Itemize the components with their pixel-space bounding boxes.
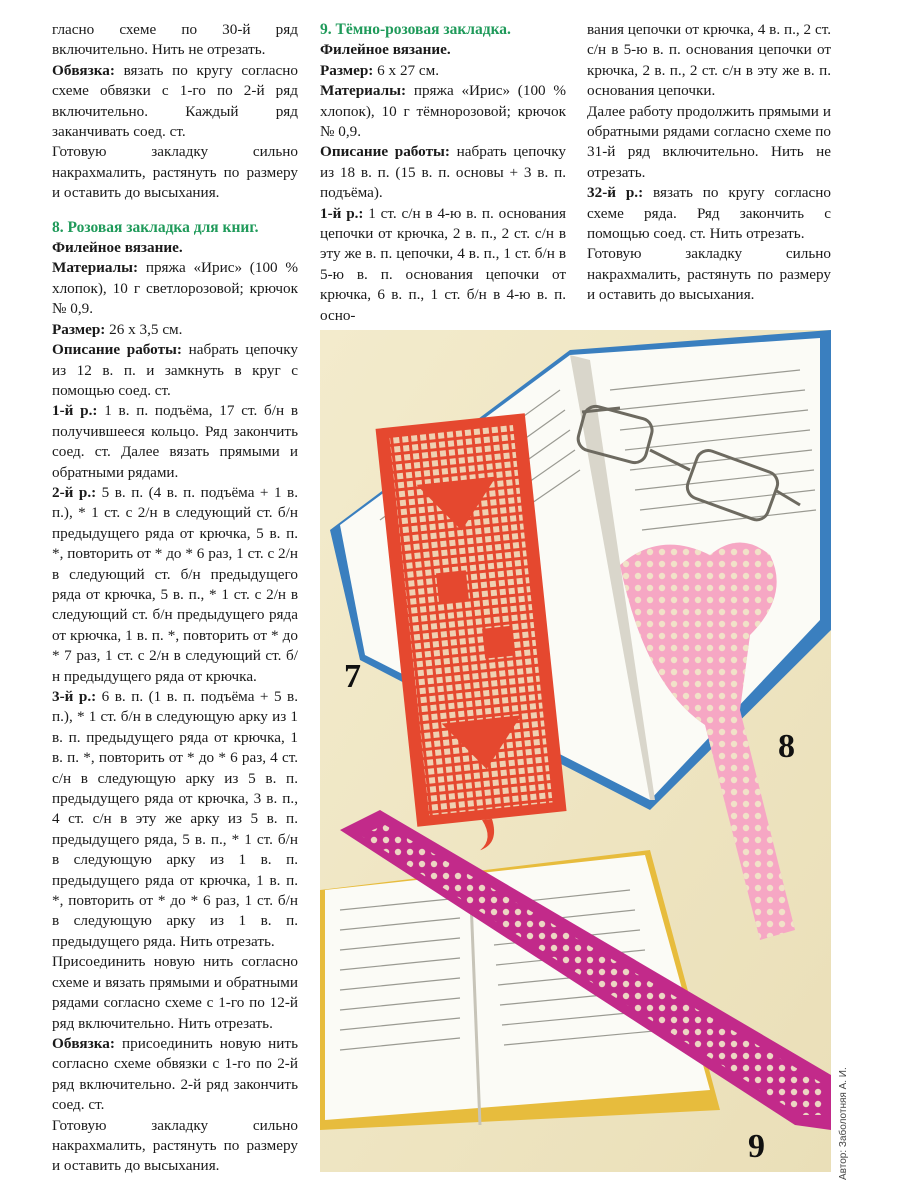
description <box>320 142 566 203</box>
paragraph: Присоединить новую нить согласно схеме и вязать прямыми и обратными рядами согласно схеме с 1-го по 12-й ряд включительно. Нить отрезать. <box>52 953 298 1032</box>
text: 6 х 27 см. <box>373 61 440 79</box>
label-7: 7 <box>344 658 361 695</box>
text: набрать цепочку из 18 в. п. (15 в. п. основы + 3 в. п. подъёма). <box>320 143 566 202</box>
paragraph: Готовую закладку сильно накрахмалить, растянуть по размеру и оставить до высыхания. <box>587 245 831 304</box>
label: Описание работы: <box>320 143 450 161</box>
label: Описание работы: <box>52 341 182 359</box>
section-title-9: 9. Тёмно-розовая закладка. <box>320 21 511 38</box>
text: набрать цепочку из 12 в. п. и замкнуть в круг с помощью соед. ст. <box>52 341 298 399</box>
text: присоединить новую нить согласно схеме обвязки с 1-го по 2-й ряд включительно. 2-й ряд закончить соед. ст. <box>52 1034 298 1114</box>
text: пряжа «Ирис» (100 % хлопок), 10 г тёмнорозовой; крючок № 0,9. <box>320 82 566 141</box>
paragraph: Готовую закладку сильно накрахмалить, растянуть по размеру и оставить до высыхания. <box>52 143 298 202</box>
label-9: 9 <box>748 1128 765 1165</box>
edging <box>52 1034 298 1116</box>
text: пряжа «Ирис» (100 % хлопок), 10 г светлорозовой; крючок № 0,9. <box>52 259 298 318</box>
text: вязать по кругу согласно схеме обвязки с 1-го по 2-й ряд включительно. Каждый ряд заканчивать соед. ст. <box>52 61 298 141</box>
label: Материалы: <box>320 82 407 100</box>
section-title-8: 8. Розовая закладка для книг. <box>52 218 259 236</box>
label: Размер: <box>52 320 106 338</box>
paragraph: Готовую закладку сильно накрахмалить, растянуть по размеру и оставить до высыхания. <box>52 1116 298 1175</box>
label-8: 8 <box>778 728 795 765</box>
size <box>320 61 566 81</box>
description <box>52 340 298 401</box>
subtitle-text: Филейное вязание. <box>320 41 451 59</box>
label: Обвязка: <box>52 61 115 79</box>
row-2 <box>52 483 298 687</box>
text-column-left <box>52 20 298 1177</box>
row-1 <box>320 204 566 326</box>
section-subtitle <box>52 238 298 258</box>
label: Материалы: <box>52 259 139 277</box>
materials <box>52 258 298 319</box>
paragraph: вания цепочки от крючка, 4 в. п., 2 ст. с/н в 5-ю в. п. основания цепочки от крючка, 2 в. п., 2 ст. с/н в эту же в. п. основания цепочки. <box>587 21 831 100</box>
text-column-middle <box>320 20 566 326</box>
label: 1-й р.: <box>320 204 364 222</box>
label: Обвязка: <box>52 1034 115 1052</box>
text: 1 в. п. подъёма, 17 ст. б/н в получившееся кольцо. Ряд закончить соед. ст. Далее вязать прямыми и обратными рядами. <box>52 402 298 481</box>
label: 2-й р.: <box>52 483 97 501</box>
label: Размер: <box>320 61 374 79</box>
text: 26 х 3,5 см. <box>105 320 183 338</box>
text: вязать по кругу согласно схеме ряда. Ряд закончить с помощью соед. ст. Нить отрезать. <box>587 184 831 243</box>
label: 32-й р.: <box>587 184 644 202</box>
paragraph <box>52 61 298 143</box>
paragraph: гласно схеме по 30-й ряд включительно. Нить не отрезать. <box>52 21 298 59</box>
text: 5 в. п. (4 в. п. подъёма + 1 в. п.), * 1 ст. с 2/н в следующий ст. б/н предыдущего ряда от крючка, 5 в. п. *, повторить от * до * 6 раз, 1 ст. с 2/н в следующий ст. б/н предыдущего ряда от крючка, 5 в. п., * 1 ст. с 2/н в следующий ст. б/н предыдущего ряда от крючка, 1 в. п. *, повторить от * до * 7 раз, 1 ст. с 2/н в следующий ст. б/н предыдущего ряда от крючка. <box>52 483 298 685</box>
materials <box>320 81 566 142</box>
size <box>52 320 298 340</box>
text: 1 ст. с/н в 4-ю в. п. основания цепочки от крючка, 2 в. п., 2 ст. с/н в эту же в. п. цепочки, 4 в. п., 1 ст. б/н в 5-ю в. п. основания цепочки от крючка, 6 в. п., 1 ст. б/н в 4-ю в. п. осно- <box>320 204 566 324</box>
bookmarks-photo <box>320 330 831 1172</box>
row-32 <box>587 183 831 244</box>
photo-illustration <box>320 330 831 1172</box>
subtitle-text: Филейное вязание. <box>52 239 183 257</box>
label: 3-й р.: <box>52 688 97 705</box>
author-credit: Автор: Заболотняя А. И. <box>838 1067 849 1180</box>
text: 6 в. п. (1 в. п. подъёма + 5 в. п.), * 1 ст. б/н в следующую арку из 1 в. п. предыдущего ряда от крючка, 1 в. п. *, повторить от * до * 6 раз, 4 ст. с/н в следующую арку из 5 в. п. предыдущего ряда от крючка, 3 в. п., 4 ст. с/н в эту же арку из 5 в. п. предыдущего ряда, 5 в. п., * 1 ст. б/н в следующую арку из 1 в. п. предыдущего ряда от крючка, 1 в. п. *, повторить от * до * 6 раз, 1 ст. б/н в следующую арку из 1 в. п. предыдущего ряда. Нить отрезать. <box>52 688 298 950</box>
label: 1-й р.: <box>52 402 98 420</box>
row-1 <box>52 401 298 483</box>
section-subtitle <box>320 40 566 60</box>
text-column-right <box>587 20 831 306</box>
row-3 <box>52 687 298 952</box>
paragraph: Далее работу продолжить прямыми и обратными рядами согласно схеме по 31-й ряд включительно. Нить не отрезать. <box>587 102 831 181</box>
